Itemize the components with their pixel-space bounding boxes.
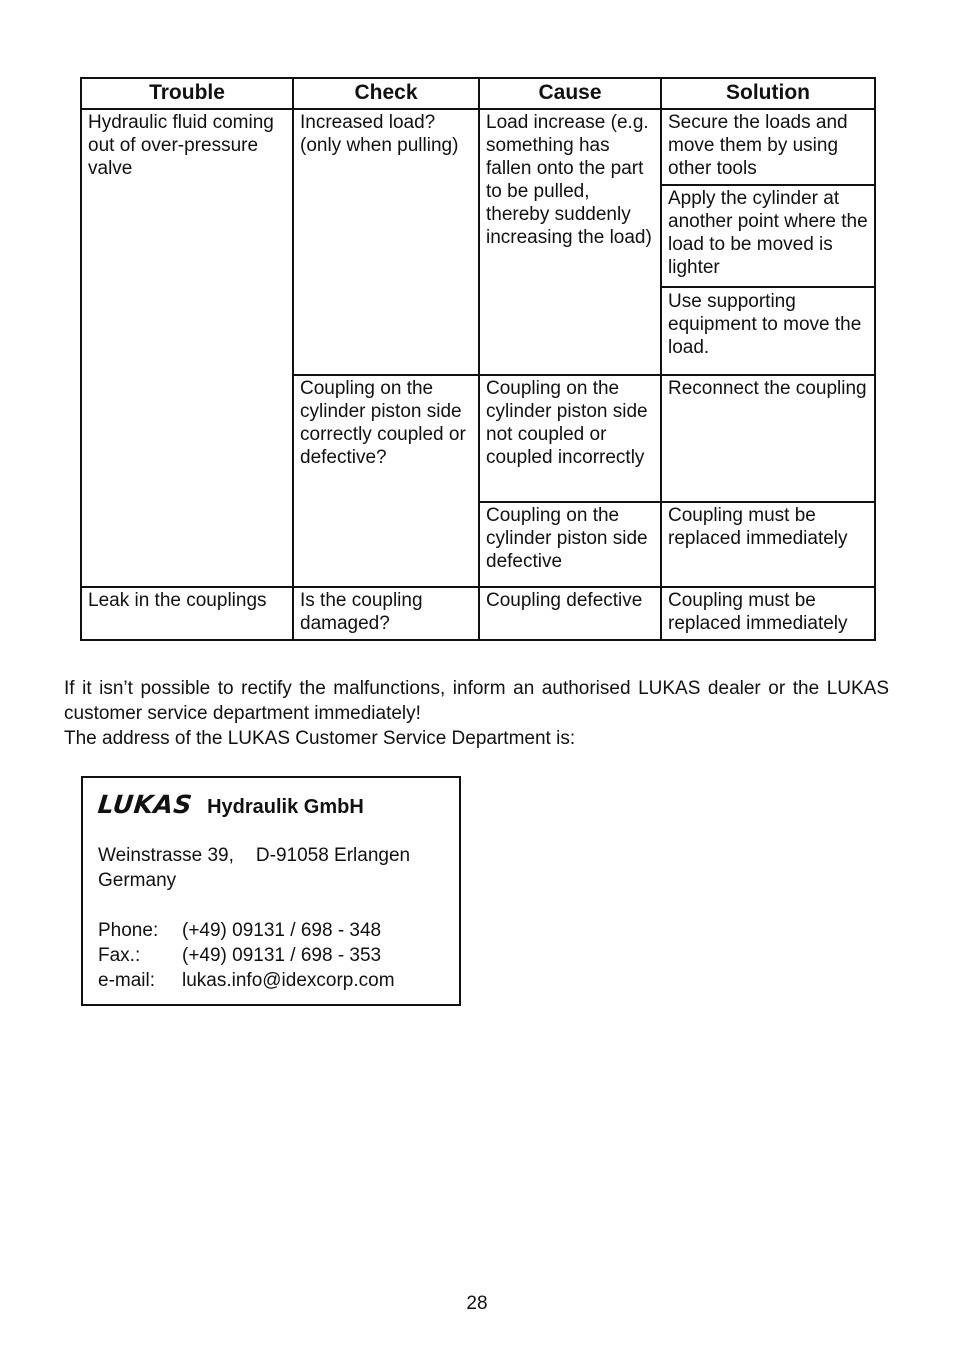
phone-row xyxy=(98,918,395,943)
lukas-logo: LUKAS xyxy=(96,790,194,819)
check-cell-load: Increased load? (only when pulling) xyxy=(293,109,479,375)
email-label: e-mail: xyxy=(98,970,156,991)
solution-cell-reconnect: Reconnect the coupling xyxy=(661,375,875,502)
fax-row xyxy=(98,943,395,968)
contact-details xyxy=(98,918,395,993)
cause-cell-load: Load increase (e.g. something has fallen onto the part to be pulled, thereby suddenly increasing the load) xyxy=(479,109,661,375)
header-cause: Cause xyxy=(479,78,661,109)
solution-cell-apply: Apply the cylinder at another point where the load to be moved is lighter xyxy=(661,185,875,287)
company-heading xyxy=(98,792,364,820)
notice-text xyxy=(64,676,889,751)
street-address: Weinstrasse 39, xyxy=(98,845,234,866)
solution-cell-secure: Secure the loads and move them by using other tools xyxy=(661,109,875,185)
table-row xyxy=(81,109,875,185)
table-header-row xyxy=(81,78,875,109)
check-cell-damaged: Is the coupling damaged? xyxy=(293,587,479,640)
solution-cell-replace: Coupling must be replaced immediately xyxy=(661,502,875,587)
cause-cell-not-coupled: Coupling on the cylinder piston side not coupled or coupled incorrectly xyxy=(479,375,661,502)
header-check: Check xyxy=(293,78,479,109)
street-line xyxy=(98,843,410,868)
troubleshooting-table xyxy=(80,77,876,641)
address-box xyxy=(81,776,461,1006)
solution-cell-replace-2: Coupling must be replaced immediately xyxy=(661,587,875,640)
trouble-cell-leak: Leak in the couplings xyxy=(81,587,293,640)
address-intro: The address of the LUKAS Customer Service Department is: xyxy=(64,728,576,749)
header-trouble: Trouble xyxy=(81,78,293,109)
country: Germany xyxy=(98,870,177,891)
fax-label: Fax.: xyxy=(98,945,141,966)
table-row xyxy=(81,587,875,640)
solution-cell-support: Use supporting equipment to move the load. xyxy=(661,287,875,375)
phone-number: (+49) 09131 / 698 - 348 xyxy=(182,920,382,941)
notice-paragraph: If it isn’t possible to rectify the malfunctions, inform an authorised LUKAS dealer or the LUKAS customer service department immediately! xyxy=(64,678,889,724)
email-row xyxy=(98,968,395,993)
check-cell-coupling: Coupling on the cylinder piston side correctly coupled or defective? xyxy=(293,375,479,587)
page-number: 28 xyxy=(466,1293,488,1314)
header-solution: Solution xyxy=(661,78,875,109)
cause-cell-defective: Coupling on the cylinder piston side defective xyxy=(479,502,661,587)
company-name: Hydraulik GmbH xyxy=(207,796,364,818)
phone-label: Phone: xyxy=(98,920,159,941)
cause-cell-coupling-defective: Coupling defective xyxy=(479,587,661,640)
email-address: lukas.info@idexcorp.com xyxy=(182,970,395,991)
fax-number: (+49) 09131 / 698 - 353 xyxy=(182,945,382,966)
city-address: D-91058 Erlangen xyxy=(255,845,411,866)
trouble-cell-fluid: Hydraulic fluid coming out of over-pressure valve xyxy=(81,109,293,587)
